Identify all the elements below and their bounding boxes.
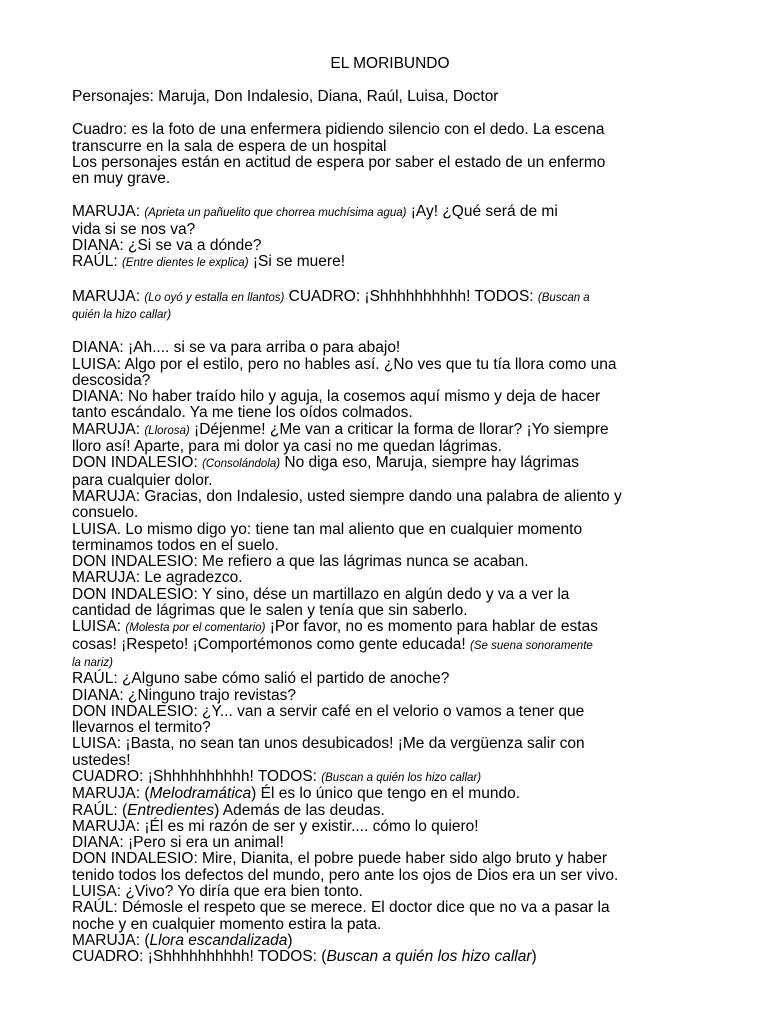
speech-text: ) [287, 931, 293, 949]
scene-line: en muy grave. [72, 170, 171, 188]
speech-text: MARUJA: Le agradezco. [72, 569, 243, 587]
dialogue-line [72, 868, 708, 884]
stage-direction: (Buscan a quién los hizo callar) [321, 771, 482, 784]
speech-text: MARUJA: [72, 420, 145, 438]
characters-line: Personajes: Maruja, Don Indalesio, Diana, Raúl, Luisa, Doctor [72, 88, 499, 105]
speech-text: MARUJA: ( [72, 931, 150, 949]
dialogue-line [72, 917, 708, 933]
dialogue-line [72, 736, 708, 752]
dialogue-line [72, 455, 708, 472]
dialogue-line [72, 587, 708, 603]
speech-text: DIANA: ¿Si se va a dónde? [72, 237, 262, 255]
dialogue-line [72, 819, 708, 835]
dialogue-line [72, 289, 708, 306]
dialogue-line [72, 554, 708, 570]
speech-text: cosas! ¡Respeto! ¡Comportémonos como gente educada! [72, 635, 471, 653]
speech-text: RAÚL: Démosle el respeto que se merece. El doctor dice que no va a pasar la [72, 899, 610, 917]
stage-direction: (Consolándola) [202, 458, 281, 471]
dialogue-line [72, 340, 708, 356]
speech-text: No diga eso, Maruja, siempre hay lágrimas [280, 454, 579, 472]
speech-text: DIANA: ¿Ninguno trajo revistas? [72, 686, 296, 704]
speech-text: RAÚL: ( [72, 801, 128, 819]
stage-direction: Buscan a quién los hizo callar [326, 948, 532, 966]
speech-text: DIANA: No haber traído hilo y aguja, la cosemos aquí mismo y deja de hacer [72, 388, 601, 406]
speech-text: consuelo. [72, 504, 139, 522]
dialogue-line [72, 671, 708, 687]
speech-text: MARUJA: [72, 203, 145, 221]
speech-text: DIANA: ¡Pero si era un animal! [72, 834, 284, 852]
speech-text: MARUJA: Gracias, don Indalesio, usted siempre dando una palabra de aliento y [72, 487, 622, 505]
speech-text: LUISA. Lo mismo digo yo: tiene tan mal aliento que en cualquier momento [72, 520, 583, 538]
stage-direction: quién la hizo callar) [72, 308, 172, 321]
speech-text: lloro así! Aparte, para mi dolor ya casi no me quedan lágrimas. [72, 438, 502, 456]
dialogue-line [72, 704, 708, 720]
dialogue-line [72, 222, 708, 238]
speech-text: MARUJA: ¡Él es mi razón de ser y existir.... cómo lo quiero! [72, 817, 479, 835]
speech-text: descosida? [72, 371, 151, 389]
dialogue-line [72, 357, 708, 373]
speech-text: noche y en cualquier momento estira la pata. [72, 915, 382, 933]
speech-text: DON INDALESIO: Mire, Dianita, el pobre puede haber sido algo bruto y haber [72, 850, 608, 868]
stage-direction: Llora escandalizada [149, 931, 288, 949]
dialogue-line [72, 254, 708, 271]
speech-text: ) Él es lo único que tengo en el mundo. [251, 785, 520, 803]
dialogue-line [72, 373, 708, 389]
dialogue-line [72, 405, 708, 421]
scene-description [72, 122, 708, 187]
dialogue-line [72, 949, 708, 965]
spacer [72, 105, 708, 122]
dialogue-line [72, 238, 708, 254]
speech-text: LUISA: [72, 618, 126, 636]
dialogue-line [72, 439, 708, 455]
speech-text: llevarnos el termito? [72, 719, 211, 737]
document-title: EL MORIBUNDO [330, 55, 450, 72]
speech-text: LUISA: ¿Vivo? Yo diría que era bien tonto. [72, 883, 363, 901]
stage-direction: (Llorosa) [144, 424, 190, 437]
speech-text: RAÚL: ¿Alguno sabe cómo salió el partido de anoche? [72, 670, 450, 688]
speech-text: LUISA: Algo por el estilo, pero no hables así. ¿No ves que tu tía llora como una [72, 355, 617, 373]
speech-text: CUADRO: ¡Shhhhhhhhhh! TODOS: [284, 287, 538, 305]
scene-line: transcurre en la sala de espera de un hospital [72, 137, 387, 155]
dialogue-line [72, 654, 708, 671]
speech-text: MARUJA: ( [72, 785, 150, 803]
spacer [72, 187, 708, 204]
speech-text: ustedes! [72, 751, 131, 769]
dialogue-line [72, 753, 708, 769]
speech-text: MARUJA: [72, 287, 145, 305]
speech-text: ) [531, 948, 537, 966]
dialogue-line [72, 473, 708, 489]
dialogue-line [72, 769, 708, 786]
speech-text: ¡Ay! ¿Qué será de mi [406, 203, 558, 221]
stage-direction: (Entre dientes le explica) [121, 257, 249, 270]
dialogue-line [72, 851, 708, 867]
dialogue-line [72, 306, 708, 323]
dialogue-line [72, 389, 708, 405]
dialogue-line [72, 505, 708, 521]
speech-text: DON INDALESIO: ¿Y... van a servir café en el velorio o vamos a tener que [72, 702, 585, 720]
dialogue-line [72, 900, 708, 916]
dialogue-line [72, 570, 708, 586]
dialogue-line [72, 422, 708, 439]
dialogue-line [72, 688, 708, 704]
speech-text: tanto escándalo. Ya me tiene los oídos colmados. [72, 404, 413, 422]
scene-line: Cuadro: es la foto de una enfermera pidiendo silencio con el dedo. La escena [72, 121, 605, 139]
speech-text: ¡Si se muere! [248, 253, 346, 271]
speech-text: DON INDALESIO: Y sino, dése un martillazo en algún dedo y va a ver la [72, 585, 570, 603]
stage-direction: (Se suena sonoramente [470, 639, 593, 652]
speech-text: ) Además de las deudas. [214, 801, 385, 819]
dialogue-line [72, 933, 708, 949]
spacer [72, 272, 708, 289]
stage-direction: la nariz) [72, 656, 113, 669]
speech-text: DIANA: ¡Ah.... si se va para arriba o para abajo! [72, 339, 401, 357]
dialogue-line [72, 720, 708, 736]
speech-text: tenido todos los defectos del mundo, pero ante los ojos de Dios era un ser vivo. [72, 866, 619, 884]
dialogue-line [72, 884, 708, 900]
speech-text: CUADRO: ¡Shhhhhhhhhh! TODOS: [72, 767, 322, 785]
dialogue-line [72, 522, 708, 538]
dialogue-line [72, 538, 708, 554]
dialogue-line [72, 786, 708, 802]
stage-direction: Entredientes [127, 801, 215, 819]
dialogue-line [72, 204, 708, 221]
spacer [72, 323, 708, 340]
dialogue-line [72, 489, 708, 505]
dialogue-line [72, 603, 708, 619]
scene-line: Los personajes están en actitud de espera por saber el estado de un enfermo [72, 153, 606, 171]
stage-direction: (Aprieta un pañuelito que chorrea muchísima agua) [144, 207, 407, 220]
dialogue-line [72, 637, 708, 654]
dialogue-line [72, 835, 708, 851]
stage-direction: (Lo oyó y estalla en llantos) [144, 291, 285, 304]
speech-text: DON INDALESIO: Me refiero a que las lágrimas nunca se acaban. [72, 553, 529, 571]
speech-text: RAÚL: [72, 253, 122, 271]
speech-text: para cualquier dolor. [72, 471, 213, 489]
dialogue-line [72, 619, 708, 636]
speech-text: ¡Por favor, no es momento para hablar de estas [265, 618, 598, 636]
speech-text: cantidad de lágrimas que le salen y tenía que sin saberlo. [72, 602, 468, 620]
speech-text: CUADRO: ¡Shhhhhhhhhh! TODOS: ( [72, 948, 327, 966]
stage-direction: Melodramática [149, 785, 252, 803]
speech-text: LUISA: ¡Basta, no sean tan unos desubicados! ¡Me da vergüenza salir con [72, 735, 585, 753]
stage-direction: (Buscan a [537, 291, 590, 304]
speech-text: ¡Déjenme! ¿Me van a criticar la forma de llorar? ¡Yo siempre [189, 420, 609, 438]
stage-direction: (Molesta por el comentario) [125, 622, 266, 635]
dialogue-line [72, 803, 708, 819]
speech-text: vida si se nos va? [72, 220, 196, 238]
speech-text: terminamos todos en el suelo. [72, 536, 279, 554]
speech-text: DON INDALESIO: [72, 454, 203, 472]
dialogue [72, 204, 708, 965]
